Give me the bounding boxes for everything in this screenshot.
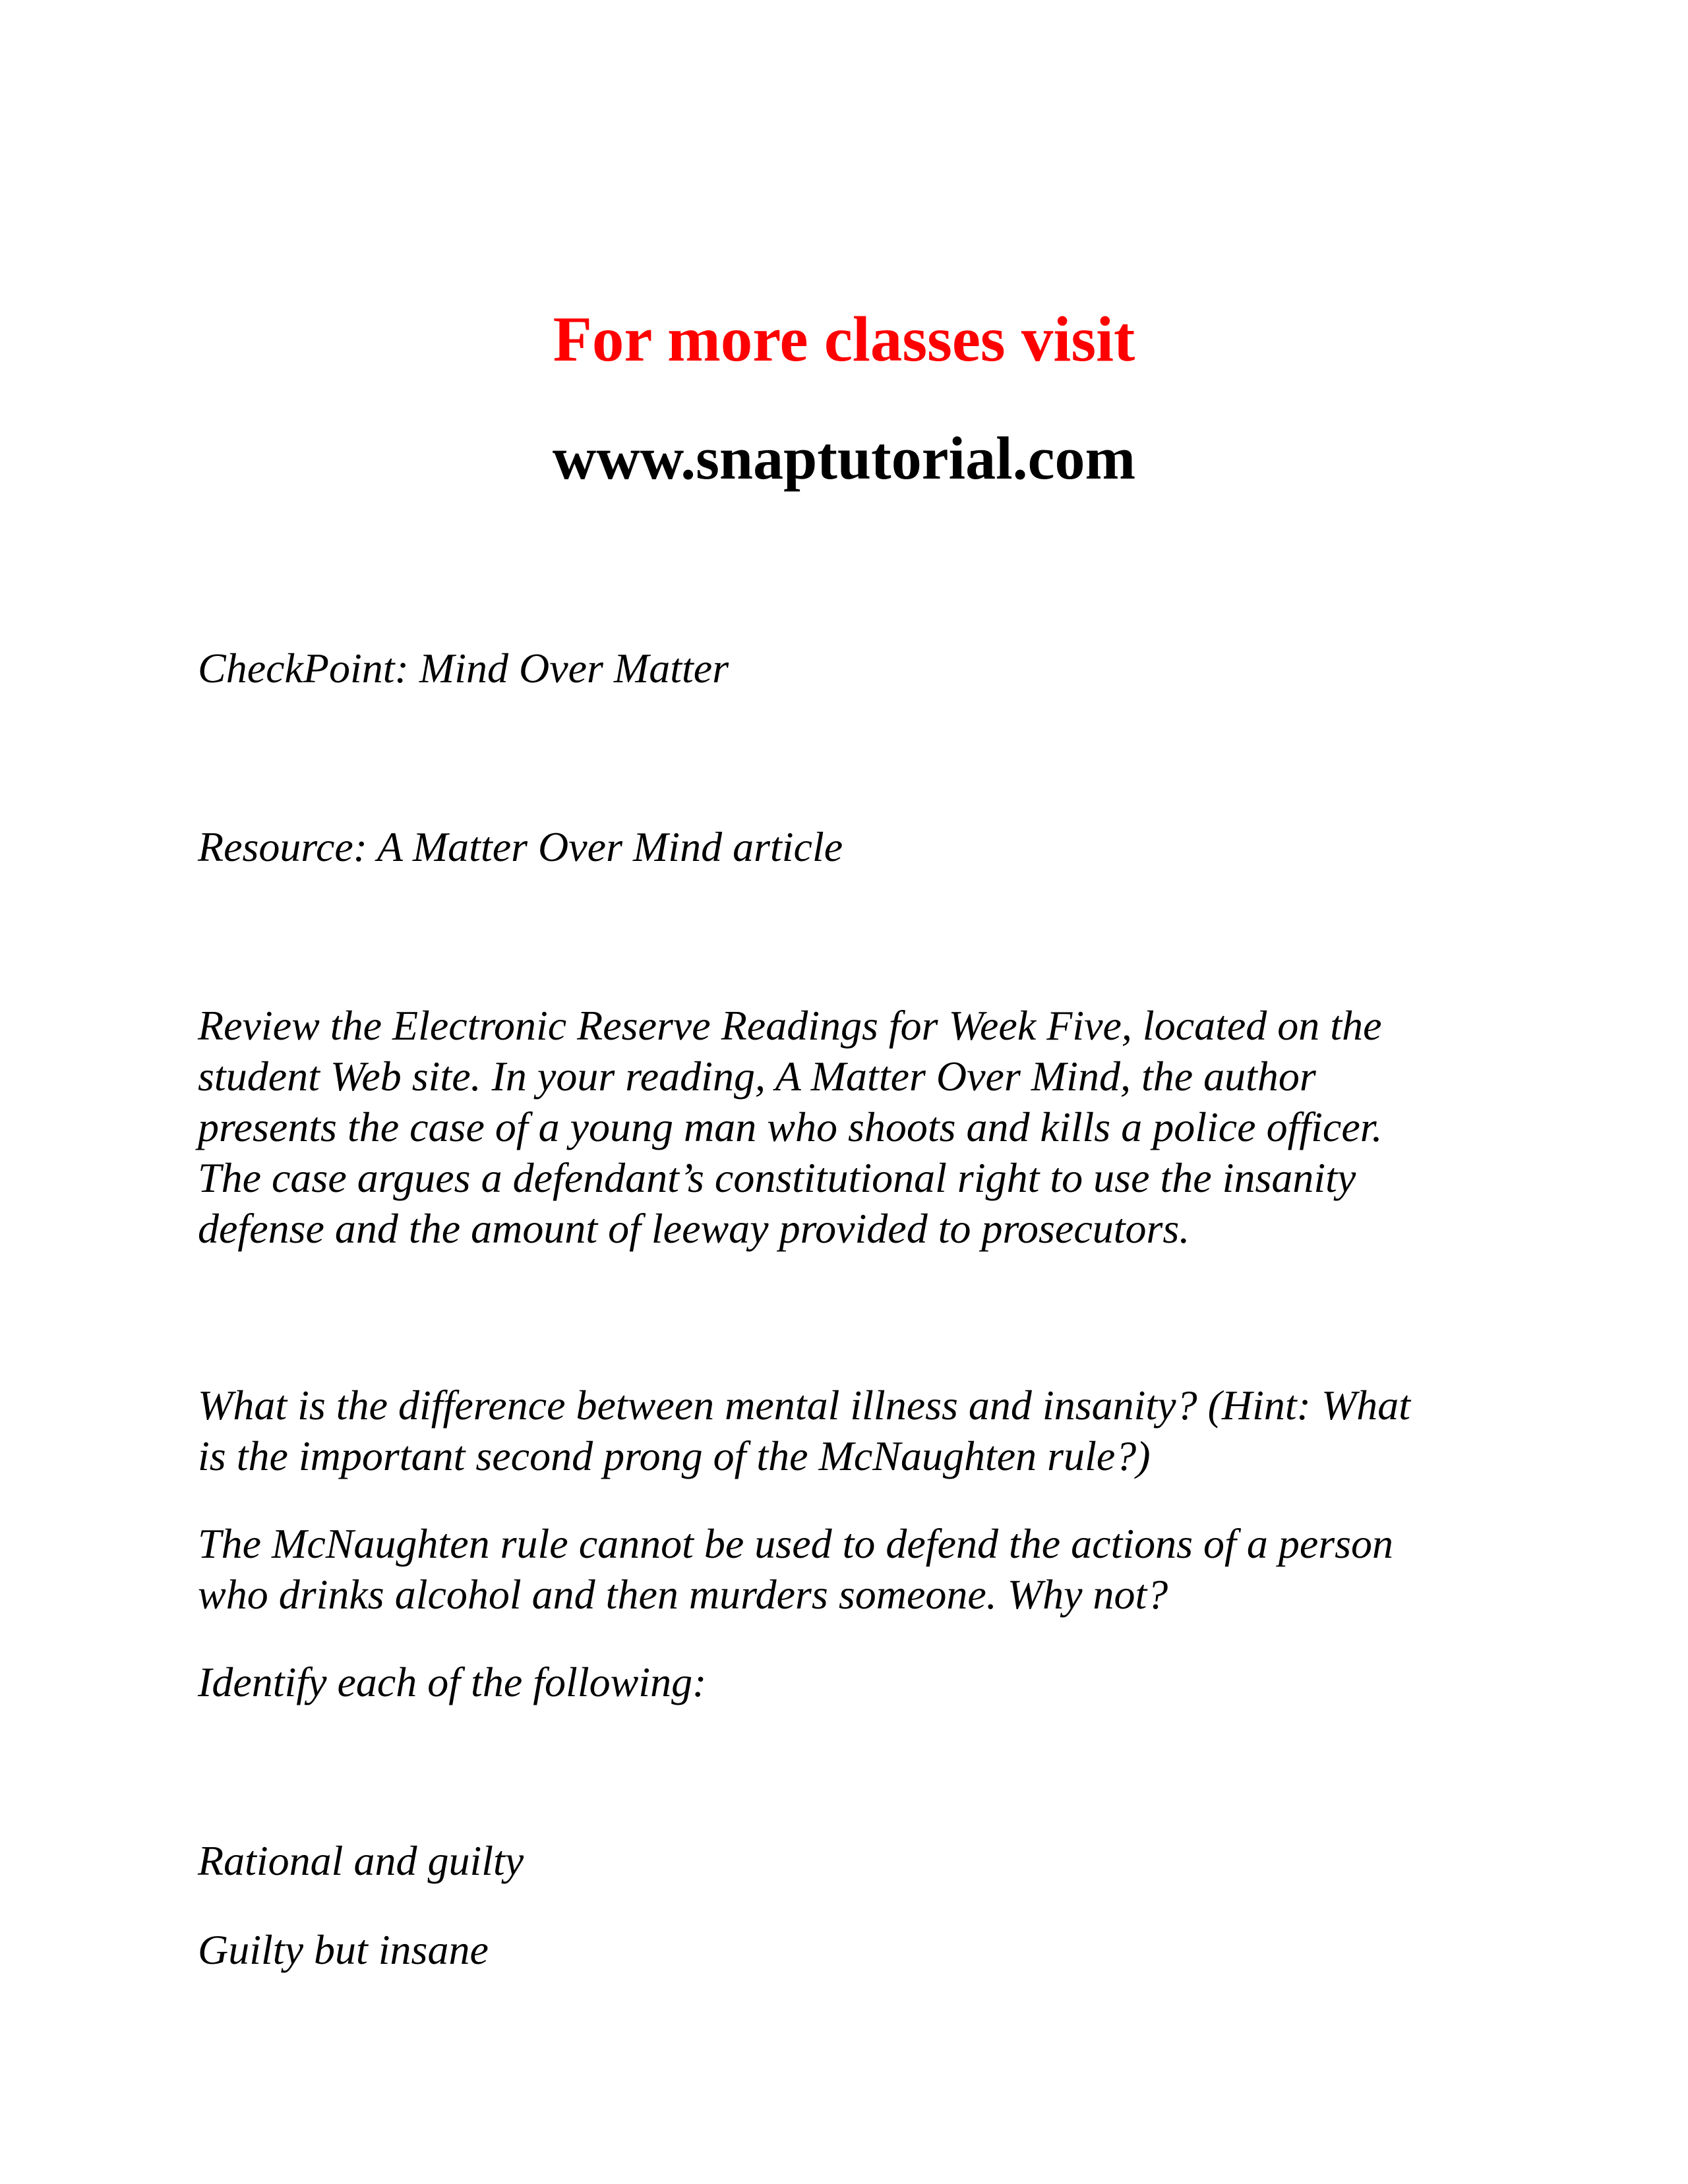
list-item: Guilty but insane [198,1926,489,1973]
question-mental-illness [198,1380,1517,1481]
paragraph-line: The case argues a defendant’s constitutional right to use the insanity [198,1154,1356,1201]
list-item: Rational and guilty [198,1837,524,1884]
paragraph-line: presents the case of a young man who shoots and kills a police officer. [198,1104,1383,1150]
review-paragraph [198,1000,1517,1254]
paragraph-line: Review the Electronic Reserve Readings for Week Five, located on the [198,1002,1382,1049]
website-url-heading: www.snaptutorial.com [552,425,1136,492]
promo-heading: For more classes visit [553,304,1135,374]
paragraph-line: What is the difference between mental illness and insanity? (Hint: What [198,1382,1411,1429]
question-mcnaughten-alcohol [198,1518,1517,1620]
paragraph-line: is the important second prong of the McNaughten rule?) [198,1432,1151,1479]
assignment-title: CheckPoint: Mind Over Matter [198,645,729,692]
paragraph-line: who drinks alcohol and then murders someone. Why not? [198,1571,1168,1618]
resource-line: Resource: A Matter Over Mind article [198,823,843,870]
paragraph-line: The McNaughten rule cannot be used to defend the actions of a person [198,1520,1394,1567]
identify-prompt: Identify each of the following: [198,1659,707,1705]
paragraph-line: defense and the amount of leeway provided to prosecutors. [198,1205,1190,1252]
paragraph-line: student Web site. In your reading, A Matter Over Mind, the author [198,1053,1316,1100]
